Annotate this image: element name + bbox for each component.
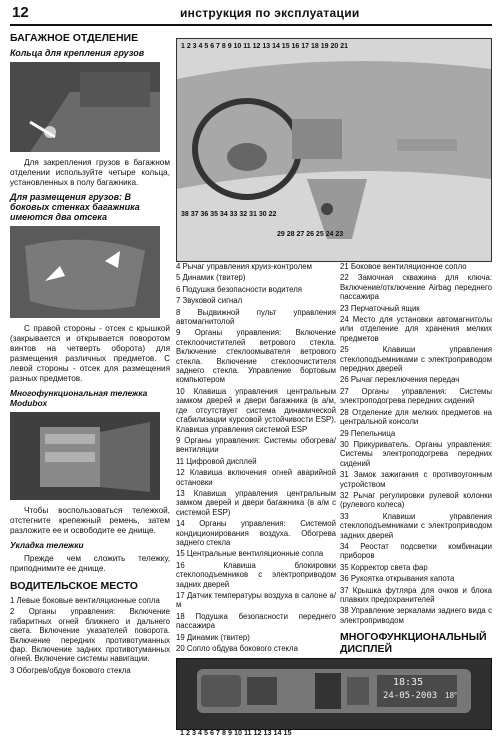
header-rule — [10, 24, 492, 26]
running-title: инструкция по эксплуатации — [180, 6, 360, 20]
list-item: 18 Подушка безопасности переднего пассажира — [176, 611, 336, 631]
rings-text: Для закрепления грузов в багажном отделении используйте четыре кольца, установленных в полу багажника. — [10, 158, 170, 187]
list-item: 14 Органы управления: Системой кондиционирования воздуха. Обогрева заднего стекла — [176, 519, 336, 547]
right-column — [340, 262, 492, 655]
subsection-rings: Кольца для крепления грузов — [10, 48, 145, 58]
display-date: 24-05-2003 — [383, 691, 438, 701]
left-column — [10, 32, 170, 677]
list-item: 36 Рукоятка открывания капота — [340, 574, 455, 584]
list-item: 26 Рычаг переключения передач — [340, 375, 460, 385]
page-header — [0, 0, 500, 26]
list-item: 20 Сопло обдува бокового стекла — [176, 644, 298, 654]
list-item: 1 Левые боковые вентиляционные сопла — [10, 596, 160, 605]
list-item: 29 Пепельница — [340, 428, 396, 438]
middle-column — [176, 262, 336, 655]
list-item: 22 Замочная скважина для ключа: Включение/отключение Airbag переднего пассажира — [340, 273, 492, 302]
list-item: 30 Прикуриватель. Органы управления: Системы электроподогрева передних сидений — [340, 439, 492, 468]
list-item: 5 Динамик (твитер) — [176, 273, 246, 283]
page-number: 12 — [12, 4, 29, 21]
list-item: 27 Органы управления: Системы электроподогрева передних сидений — [340, 386, 492, 406]
list-item: 19 Динамик (твитер) — [176, 632, 250, 642]
list-item: 3 Обогрев/обдув бокового стекла — [10, 665, 131, 675]
cargo-text: С правой стороны - отсек с крышкой (закрывается и открывается поворотом винтов на четверть оборота) для размещения различных предметов. С левой стороны - отсек для размещения разных предметов. — [10, 324, 170, 383]
trunk-photo — [10, 62, 160, 152]
list-item: 34 Реостат подсветки комбинации приборов — [340, 541, 492, 561]
list-item: 24 Место для установки автомагнитолы или отделение для хранения мелких предметов — [340, 315, 492, 343]
dashboard-diagram — [176, 38, 492, 262]
list-item: 2 Органы управления: Включение габаритных огней ближнего и дальнего света. Включение указателей поворота. Включение передних противотуманных фар. Включение задних противотуманных огней. Включение системы навигации. — [10, 607, 170, 664]
list-item: 33 Клавиши управления стеклоподъемниками с электроприводом задних дверей — [340, 511, 492, 540]
list-item: 13 Клавиша управления центральным замком дверей и двери багажника (в а/м с системой ESP) — [176, 488, 336, 517]
list-item: 23 Перчаточный ящик — [340, 303, 420, 313]
list-item: 15 Центральные вентиляционные сопла — [176, 549, 324, 559]
list-item: 32 Рычаг регулировки рулевой колонки (рулевого колеса) — [340, 490, 492, 510]
list-item: 25 Клавиши управления стеклоподъемниками с электроприводом передних дверей — [340, 345, 492, 374]
section-title-display: МНОГОФУНКЦИОНАЛЬНЫЙ ДИСПЛЕЙ — [340, 631, 487, 656]
diagram-callouts-top: 1 2 3 4 5 6 7 8 9 10 11 12 13 14 15 16 17 18 19 20 21 — [181, 43, 348, 50]
list-item: 11 Цифровой дисплей — [176, 456, 257, 466]
list-item: 37 Крышка футляра для очков и блока плавких предохранителей — [340, 585, 492, 604]
list-item: 9 Органы управления: Системы обогрева/вентиляции — [176, 435, 336, 455]
section-title-trunk: БАГАЖНОЕ ОТДЕЛЕНИЕ — [10, 32, 139, 44]
list-item: 8 Выдвижной пульт управления автомагнитолой — [176, 307, 336, 327]
list-item: 17 Датчик температуры воздуха в салоне а/м — [176, 591, 336, 610]
section-title-driver: ВОДИТЕЛЬСКОЕ МЕСТО — [10, 580, 138, 592]
list-item: 6 Подушка безопасности водителя — [176, 284, 302, 294]
diagram-callouts-bottom: 38 37 36 35 34 33 32 31 30 22 — [181, 211, 277, 218]
list-item: 10 Клавиша управления центральным замком дверей и двери багажника (в а/м, где отсутствует система динамической стабилизации курсовой устойчивости ESP), Клавиша управления системой ESP — [176, 386, 336, 434]
list-item: 28 Отделение для мелких предметов на центральной консоли — [340, 407, 492, 427]
list-item: 31 Замок зажигания с противоугонным устройством — [340, 470, 492, 489]
list-item: 12 Клавиша включения огней аварийной остановки — [176, 468, 336, 487]
list-item: 4 Рычаг управления круиз-контролем — [176, 262, 312, 271]
list-item: 7 Звуковой сигнал — [176, 296, 243, 306]
display-temp: 18° — [445, 691, 458, 700]
list-item: 9 Органы управления: Включение стеклоочистителей ветрового стекла. Включение стеклоомывателя ветрового стекла. Включение стеклоочистителя заднего стекла. Управление бортовым компьютером — [176, 328, 336, 385]
modubox-photo — [10, 412, 160, 500]
list-item: 35 Корректор света фар — [340, 562, 428, 572]
list-item: 16 Клавиша блокировки стеклоподъемников с электроприводом задних дверей — [176, 560, 336, 589]
multifunction-display-photo — [176, 658, 492, 730]
display-time: 18:35 — [393, 677, 424, 688]
stow-text: Прежде чем сложить тележку, приподнимите ее днище. — [10, 554, 170, 573]
subsection-modubox: Многофункциональная тележка Modubox — [10, 388, 148, 408]
subsection-stow: Укладка тележки — [10, 540, 84, 550]
list-item: 21 Боковое вентиляционное сопло — [340, 262, 467, 271]
diagram-callouts-bottom2: 29 28 27 26 25 24 23 — [277, 231, 344, 238]
modubox-text: Чтобы воспользоваться тележкой, отстегните крепежный ремень, затем разложите ее и освободите ее днище. — [10, 506, 170, 535]
subsection-cargo: Для размещения грузов: В боковых стенках багажника имеются два отсека — [10, 192, 140, 222]
side-compartment-photo — [10, 226, 160, 318]
display-callouts: 1 2 3 4 5 6 7 8 9 10 11 12 13 14 15 — [180, 728, 292, 737]
display-screen — [197, 669, 471, 713]
list-item: 38 Управление зеркалами заднего вида с электроприводом — [340, 606, 492, 625]
